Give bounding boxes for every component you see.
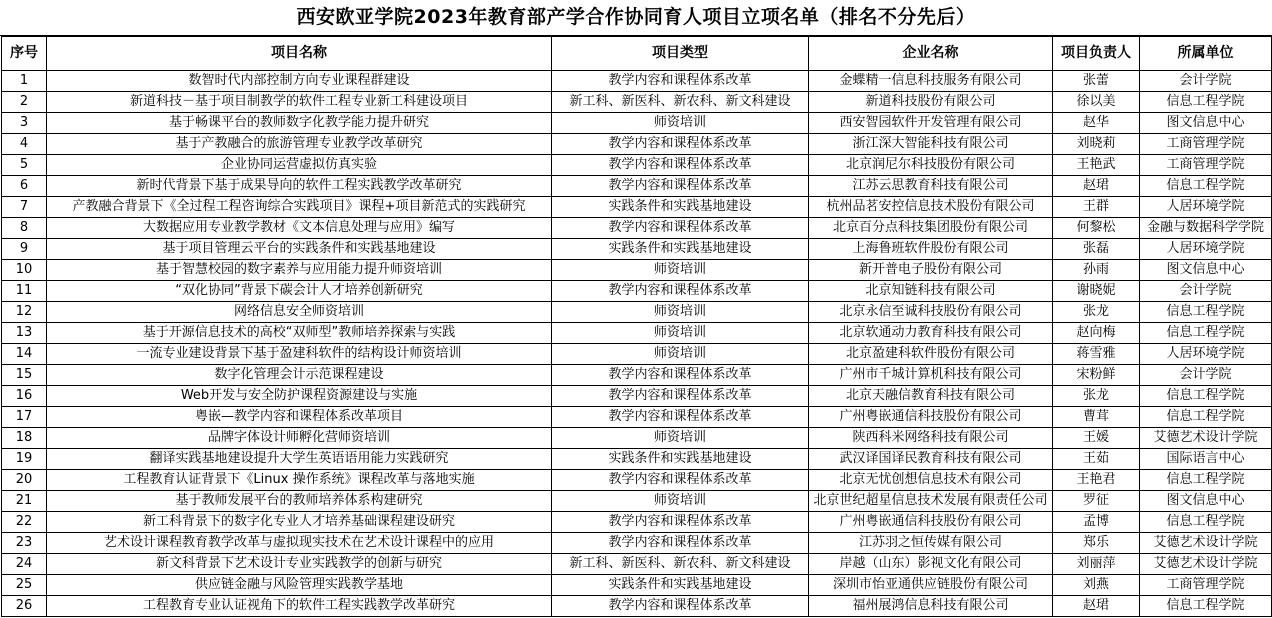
cell-index[interactable]: 12 xyxy=(2,302,47,323)
table-row xyxy=(2,533,1272,554)
cell-project-type[interactable]: 实践条件和实践基地建设 xyxy=(552,449,809,470)
cell-company-name[interactable]: 新开普电子股份有限公司 xyxy=(809,260,1053,281)
cell-project-leader[interactable]: 宋粉鲜 xyxy=(1053,365,1140,386)
table-row xyxy=(2,71,1272,92)
cell-project-leader[interactable]: 王群 xyxy=(1053,197,1140,218)
cell-company-name[interactable]: 广州粤嵌通信科技股份有限公司 xyxy=(809,512,1053,533)
cell-index[interactable]: 21 xyxy=(2,491,47,512)
table-row xyxy=(2,449,1272,470)
table-row xyxy=(2,407,1272,428)
header-project-type[interactable]: 项目类型 xyxy=(552,37,809,71)
cell-project-leader[interactable]: 张龙 xyxy=(1053,302,1140,323)
cell-department[interactable]: 信息工程学院 xyxy=(1140,386,1272,407)
cell-department[interactable]: 信息工程学院 xyxy=(1140,176,1272,197)
cell-index[interactable]: 23 xyxy=(2,533,47,554)
cell-company-name[interactable]: 新道科技股份有限公司 xyxy=(809,92,1053,113)
cell-index[interactable]: 25 xyxy=(2,575,47,596)
cell-index[interactable]: 15 xyxy=(2,365,47,386)
cell-project-type[interactable]: 师资培训 xyxy=(552,260,809,281)
cell-project-type[interactable]: 教学内容和课程体系改革 xyxy=(552,365,809,386)
cell-department[interactable]: 图文信息中心 xyxy=(1140,260,1272,281)
table-row xyxy=(2,176,1272,197)
cell-project-leader[interactable]: 何黎松 xyxy=(1053,218,1140,239)
cell-department[interactable]: 工商管理学院 xyxy=(1140,575,1272,596)
cell-company-name[interactable]: 岸越（山东）影视文化有限公司 xyxy=(809,554,1053,575)
cell-project-type[interactable]: 教学内容和课程体系改革 xyxy=(552,533,809,554)
cell-project-name[interactable]: 翻译实践基地建设提升大学生英语语用能力实践研究 xyxy=(47,449,552,470)
cell-project-type[interactable]: 实践条件和实践基地建设 xyxy=(552,197,809,218)
cell-index[interactable]: 26 xyxy=(2,596,47,617)
cell-company-name[interactable]: 广州市千城计算机科技有限公司 xyxy=(809,365,1053,386)
cell-project-name[interactable]: 大数据应用专业教学教材《文本信息处理与应用》编写 xyxy=(47,218,552,239)
cell-index[interactable]: 6 xyxy=(2,176,47,197)
cell-index[interactable]: 14 xyxy=(2,344,47,365)
cell-company-name[interactable]: 北京润尼尔科技股份有限公司 xyxy=(809,155,1053,176)
cell-company-name[interactable]: 陕西科米网络科技有限公司 xyxy=(809,428,1053,449)
cell-company-name[interactable]: 北京百分点科技集团股份有限公司 xyxy=(809,218,1053,239)
cell-project-type[interactable]: 教学内容和课程体系改革 xyxy=(552,470,809,491)
cell-department[interactable]: 金融与数据科学学院 xyxy=(1140,218,1272,239)
cell-index[interactable]: 7 xyxy=(2,197,47,218)
table-row xyxy=(2,470,1272,491)
table-row xyxy=(2,134,1272,155)
cell-project-type[interactable]: 教学内容和课程体系改革 xyxy=(552,134,809,155)
header-project-name[interactable]: 项目名称 xyxy=(47,37,552,71)
cell-department[interactable]: 艾德艺术设计学院 xyxy=(1140,428,1272,449)
header-company-name[interactable]: 企业名称 xyxy=(809,37,1053,71)
cell-project-type[interactable]: 教学内容和课程体系改革 xyxy=(552,155,809,176)
cell-project-leader[interactable]: 刘燕 xyxy=(1053,575,1140,596)
project-table xyxy=(1,36,1272,617)
cell-project-type[interactable]: 教学内容和课程体系改革 xyxy=(552,71,809,92)
cell-department[interactable]: 图文信息中心 xyxy=(1140,491,1272,512)
cell-index[interactable]: 2 xyxy=(2,92,47,113)
cell-project-name[interactable]: 一流专业建设背景下基于盈建科软件的结构设计师资培训 xyxy=(47,344,552,365)
cell-company-name[interactable]: 北京无忧创想信息技术有限公司 xyxy=(809,470,1053,491)
cell-project-type[interactable]: 教学内容和课程体系改革 xyxy=(552,386,809,407)
cell-department[interactable]: 会计学院 xyxy=(1140,71,1272,92)
cell-project-type[interactable]: 师资培训 xyxy=(552,302,809,323)
cell-project-type[interactable]: 教学内容和课程体系改革 xyxy=(552,281,809,302)
cell-department[interactable]: 艾德艺术设计学院 xyxy=(1140,554,1272,575)
cell-index[interactable]: 19 xyxy=(2,449,47,470)
table-row xyxy=(2,512,1272,533)
cell-project-leader[interactable]: 赵珺 xyxy=(1053,176,1140,197)
cell-index[interactable]: 8 xyxy=(2,218,47,239)
table-row xyxy=(2,197,1272,218)
cell-project-leader[interactable]: 王艳君 xyxy=(1053,470,1140,491)
cell-project-name[interactable]: 基于教师发展平台的教师培养体系构建研究 xyxy=(47,491,552,512)
cell-project-leader[interactable]: 曹茸 xyxy=(1053,407,1140,428)
cell-project-type[interactable]: 实践条件和实践基地建设 xyxy=(552,239,809,260)
cell-project-name[interactable]: 新文科背景下艺术设计专业实践教学的创新与研究 xyxy=(47,554,552,575)
cell-project-leader[interactable]: 郑乐 xyxy=(1053,533,1140,554)
cell-project-name[interactable]: 新时代背景下基于成果导向的软件工程实践教学改革研究 xyxy=(47,176,552,197)
cell-project-name[interactable]: 新道科技－基于项目制教学的软件工程专业新工科建设项目 xyxy=(47,92,552,113)
cell-project-leader[interactable]: 罗征 xyxy=(1053,491,1140,512)
cell-project-type[interactable]: 教学内容和课程体系改革 xyxy=(552,407,809,428)
cell-project-name[interactable]: 艺术设计课程教育教学改革与虚拟现实技术在艺术设计课程中的应用 xyxy=(47,533,552,554)
cell-project-name[interactable]: 数字化管理会计示范课程建设 xyxy=(47,365,552,386)
table-row xyxy=(2,260,1272,281)
cell-department[interactable]: 会计学院 xyxy=(1140,365,1272,386)
cell-department[interactable]: 工商管理学院 xyxy=(1140,134,1272,155)
cell-department[interactable]: 信息工程学院 xyxy=(1140,407,1272,428)
cell-project-type[interactable]: 新工科、新医科、新农科、新文科建设 xyxy=(552,554,809,575)
cell-project-leader[interactable]: 王媛 xyxy=(1053,428,1140,449)
cell-index[interactable]: 24 xyxy=(2,554,47,575)
cell-company-name[interactable]: 西安智园软件开发管理有限公司 xyxy=(809,113,1053,134)
cell-project-leader[interactable]: 张龙 xyxy=(1053,386,1140,407)
cell-department[interactable]: 信息工程学院 xyxy=(1140,596,1272,617)
cell-department[interactable]: 会计学院 xyxy=(1140,281,1272,302)
cell-project-name[interactable]: 基于智慧校园的数字素养与应用能力提升师资培训 xyxy=(47,260,552,281)
cell-project-type[interactable]: 师资培训 xyxy=(552,344,809,365)
cell-department[interactable]: 信息工程学院 xyxy=(1140,323,1272,344)
cell-project-type[interactable]: 师资培训 xyxy=(552,323,809,344)
cell-project-leader[interactable]: 徐以美 xyxy=(1053,92,1140,113)
cell-project-leader[interactable]: 王艳武 xyxy=(1053,155,1140,176)
cell-company-name[interactable]: 北京软通动力教育科技有限公司 xyxy=(809,323,1053,344)
cell-project-type[interactable]: 师资培训 xyxy=(552,491,809,512)
sheet-title: 西安欧亚学院2023年教育部产学合作协同育人项目立项名单（排名不分先后） xyxy=(0,0,1272,36)
table-row xyxy=(2,596,1272,617)
cell-index[interactable]: 9 xyxy=(2,239,47,260)
cell-company-name[interactable]: 北京天融信教育科技有限公司 xyxy=(809,386,1053,407)
table-row xyxy=(2,323,1272,344)
cell-index[interactable]: 3 xyxy=(2,113,47,134)
cell-project-name[interactable]: 供应链金融与风险管理实践教学基地 xyxy=(47,575,552,596)
cell-project-name[interactable]: 产教融合背景下《全过程工程咨询综合实践项目》课程+项目新范式的实践研究 xyxy=(47,197,552,218)
cell-department[interactable]: 图文信息中心 xyxy=(1140,113,1272,134)
cell-company-name[interactable]: 金蝶精一信息科技服务有限公司 xyxy=(809,71,1053,92)
cell-project-leader[interactable]: 王茹 xyxy=(1053,449,1140,470)
cell-project-type[interactable]: 新工科、新医科、新农科、新文科建设 xyxy=(552,92,809,113)
cell-project-name[interactable]: 粤嵌—教学内容和课程体系改革项目 xyxy=(47,407,552,428)
header-project-leader[interactable]: 项目负责人 xyxy=(1053,37,1140,71)
cell-department[interactable]: 人居环境学院 xyxy=(1140,239,1272,260)
cell-project-leader[interactable]: 蒋雪雅 xyxy=(1053,344,1140,365)
cell-index[interactable]: 16 xyxy=(2,386,47,407)
cell-project-name[interactable]: 品牌字体设计师孵化营师资培训 xyxy=(47,428,552,449)
table-row xyxy=(2,386,1272,407)
cell-index[interactable]: 13 xyxy=(2,323,47,344)
cell-company-name[interactable]: 北京盈建科软件股份有限公司 xyxy=(809,344,1053,365)
cell-project-name[interactable]: 工程教育专业认证视角下的软件工程实践教学改革研究 xyxy=(47,596,552,617)
table-row xyxy=(2,491,1272,512)
table-row xyxy=(2,365,1272,386)
table-row xyxy=(2,302,1272,323)
table-row xyxy=(2,428,1272,449)
cell-company-name[interactable]: 江苏云思教育科技有限公司 xyxy=(809,176,1053,197)
cell-index[interactable]: 11 xyxy=(2,281,47,302)
cell-department[interactable]: 人居环境学院 xyxy=(1140,344,1272,365)
cell-project-name[interactable]: 数智时代内部控制方向专业课程群建设 xyxy=(47,71,552,92)
cell-department[interactable]: 信息工程学院 xyxy=(1140,470,1272,491)
cell-project-type[interactable]: 实践条件和实践基地建设 xyxy=(552,575,809,596)
cell-company-name[interactable]: 广州粤嵌通信科技股份有限公司 xyxy=(809,407,1053,428)
cell-company-name[interactable]: 北京永信至诚科技股份有限公司 xyxy=(809,302,1053,323)
cell-project-leader[interactable]: 孟博 xyxy=(1053,512,1140,533)
cell-project-name[interactable]: Web开发与安全防护课程资源建设与实施 xyxy=(47,386,552,407)
cell-project-leader[interactable]: 刘丽萍 xyxy=(1053,554,1140,575)
cell-index[interactable]: 22 xyxy=(2,512,47,533)
cell-project-leader[interactable]: 谢晓妮 xyxy=(1053,281,1140,302)
cell-department[interactable]: 艾德艺术设计学院 xyxy=(1140,533,1272,554)
table-row xyxy=(2,344,1272,365)
cell-project-name[interactable]: 工程教育认证背景下《Linux 操作系统》课程改革与落地实施 xyxy=(47,470,552,491)
cell-project-type[interactable]: 教学内容和课程体系改革 xyxy=(552,218,809,239)
cell-index[interactable]: 17 xyxy=(2,407,47,428)
table-row xyxy=(2,554,1272,575)
cell-index[interactable]: 20 xyxy=(2,470,47,491)
cell-project-leader[interactable]: 张磊 xyxy=(1053,239,1140,260)
cell-project-type[interactable]: 师资培训 xyxy=(552,113,809,134)
cell-department[interactable]: 国际语言中心 xyxy=(1140,449,1272,470)
cell-company-name[interactable]: 杭州品茗安控信息技术股份有限公司 xyxy=(809,197,1053,218)
cell-index[interactable]: 10 xyxy=(2,260,47,281)
table-body xyxy=(2,71,1272,617)
cell-project-type[interactable]: 教学内容和课程体系改革 xyxy=(552,176,809,197)
cell-project-name[interactable]: 基于畅课平台的教师数字化教学能力提升研究 xyxy=(47,113,552,134)
cell-project-leader[interactable]: 赵珺 xyxy=(1053,596,1140,617)
table-row xyxy=(2,281,1272,302)
table-row xyxy=(2,92,1272,113)
table-header-row xyxy=(2,37,1272,71)
cell-project-name[interactable]: “双化协同”背景下碳会计人才培养创新研究 xyxy=(47,281,552,302)
cell-company-name[interactable]: 北京世纪超星信息技术发展有限责任公司 xyxy=(809,491,1053,512)
table-row xyxy=(2,239,1272,260)
cell-project-leader[interactable]: 刘晓莉 xyxy=(1053,134,1140,155)
cell-project-name[interactable]: 基于产教融合的旅游管理专业教学改革研究 xyxy=(47,134,552,155)
cell-department[interactable]: 工商管理学院 xyxy=(1140,155,1272,176)
table-row xyxy=(2,575,1272,596)
cell-company-name[interactable]: 武汉译国译民教育科技有限公司 xyxy=(809,449,1053,470)
cell-project-name[interactable]: 基于开源信息技术的高校“双师型”教师培养探索与实践 xyxy=(47,323,552,344)
cell-index[interactable]: 4 xyxy=(2,134,47,155)
cell-project-name[interactable]: 新工科背景下的数字化专业人才培养基础课程建设研究 xyxy=(47,512,552,533)
cell-project-type[interactable]: 师资培训 xyxy=(552,428,809,449)
cell-company-name[interactable]: 北京知链科技有限公司 xyxy=(809,281,1053,302)
cell-department[interactable]: 信息工程学院 xyxy=(1140,92,1272,113)
cell-project-name[interactable]: 基于项目管理云平台的实践条件和实践基地建设 xyxy=(47,239,552,260)
cell-index[interactable]: 18 xyxy=(2,428,47,449)
table-row xyxy=(2,155,1272,176)
cell-project-type[interactable]: 教学内容和课程体系改革 xyxy=(552,512,809,533)
cell-project-leader[interactable]: 孙雨 xyxy=(1053,260,1140,281)
cell-index[interactable]: 1 xyxy=(2,71,47,92)
cell-company-name[interactable]: 江苏羽之恒传媒有限公司 xyxy=(809,533,1053,554)
cell-project-name[interactable]: 网络信息安全师资培训 xyxy=(47,302,552,323)
cell-company-name[interactable]: 福州展鸿信息科技有限公司 xyxy=(809,596,1053,617)
cell-department[interactable]: 人居环境学院 xyxy=(1140,197,1272,218)
table-row xyxy=(2,113,1272,134)
cell-project-leader[interactable]: 张蕾 xyxy=(1053,71,1140,92)
cell-project-type[interactable]: 教学内容和课程体系改革 xyxy=(552,596,809,617)
header-department[interactable]: 所属单位 xyxy=(1140,37,1272,71)
cell-project-leader[interactable]: 赵向梅 xyxy=(1053,323,1140,344)
cell-project-leader[interactable]: 赵华 xyxy=(1053,113,1140,134)
table-row xyxy=(2,218,1272,239)
cell-company-name[interactable]: 上海鲁班软件股份有限公司 xyxy=(809,239,1053,260)
cell-department[interactable]: 信息工程学院 xyxy=(1140,302,1272,323)
cell-department[interactable]: 信息工程学院 xyxy=(1140,512,1272,533)
cell-company-name[interactable]: 浙江深大智能科技有限公司 xyxy=(809,134,1053,155)
cell-index[interactable]: 5 xyxy=(2,155,47,176)
header-index[interactable]: 序号 xyxy=(2,37,47,71)
cell-company-name[interactable]: 深圳市怡亚通供应链股份有限公司 xyxy=(809,575,1053,596)
cell-project-name[interactable]: 企业协同运营虚拟仿真实验 xyxy=(47,155,552,176)
